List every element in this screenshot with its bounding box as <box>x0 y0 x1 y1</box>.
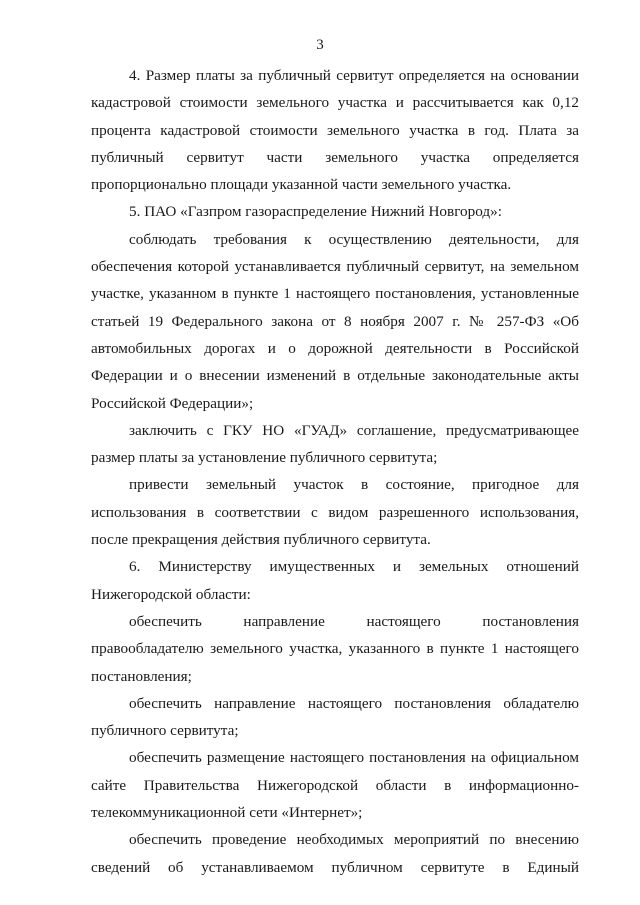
page-number: 3 <box>316 37 324 53</box>
document-body <box>91 62 579 881</box>
paragraph-6-register-info: обеспечить проведение необходимых мероприятий по внесению сведений об устанавливаемом публичном сервитуте в Единый <box>91 831 579 876</box>
paragraph-5-agreement: заключить с ГКУ НО «ГУАД» соглашение, предусматривающее размер платы за установление публичного сервитута; <box>91 421 579 467</box>
paragraph-6-send-to-owner: обеспечить направление настоящего постановления правообладателю земельного участка, указанного в пункте 1 настоящего постановления; <box>91 612 579 685</box>
paragraph-5-comply: соблюдать требования к осуществлению деятельности, для обеспечения которой устанавливается публичный сервитут, на земельном участке, указанном в пункте 1 настоящего постановления, установленные статьей 19 Федерального закона от 8 ноября 2007 г. № 257-ФЗ «Об автомобильных дорогах и о дорожной деятельности в Российской Федерации и о внесении изменений в отдельные законодательные акты Российской Федерации»; <box>91 230 579 412</box>
paragraph-5-gazprom: 5. ПАО «Газпром газораспределение Нижний Новгород»: <box>129 203 502 221</box>
paragraph-4-payment-size: 4. Размер платы за публичный сервитут определяется на основании кадастровой стоимости земельного участка и рассчитывается как 0,12 процента кадастровой стоимости земельного участка в год. Плата за публичный сервитут части земельного участка определяется пропорционально площади указанной части земельного участка. <box>91 67 579 194</box>
paragraph-5-restore-land: привести земельный участок в состояние, пригодное для использования в соответствии с видом разрешенного использования, после прекращения действия публичного сервитута. <box>91 476 579 549</box>
paragraph-6-send-to-holder: обеспечить направление настоящего постановления обладателю публичного сервитута; <box>91 694 579 740</box>
paragraph-6-publish-online: обеспечить размещение настоящего постановления на официальном сайте Правительства Нижегородской области в информационно-телекоммуникационной сети «Интернет»; <box>91 749 579 822</box>
paragraph-6-ministry: 6. Министерству имущественных и земельных отношений Нижегородской области: <box>91 558 579 603</box>
